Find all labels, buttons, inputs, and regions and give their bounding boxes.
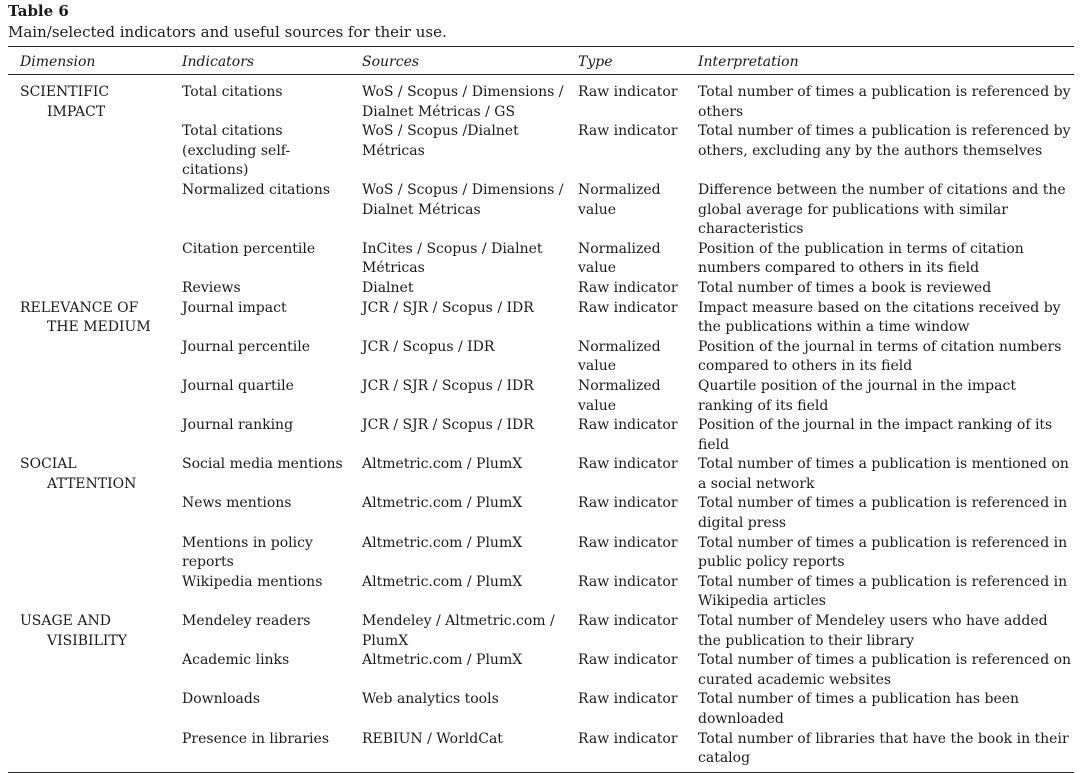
cell-indicator: Presence in libraries [182, 730, 329, 747]
cell-sources: WoS / Scopus / Dimensions / Dialnet Métricas [362, 181, 564, 218]
cell-indicator: Mendeley readers [182, 613, 311, 630]
cell-sources: Altmetric.com / PlumX [362, 652, 523, 669]
table-row [8, 573, 1074, 612]
cell-type: Raw indicator [578, 495, 678, 512]
cell-sources: JCR / Scopus / IDR [362, 338, 495, 355]
cell-indicator: Academic links [182, 652, 290, 669]
table-row [8, 240, 1074, 279]
cell-type: Raw indicator [578, 84, 678, 100]
cell-interpretation: Position of the journal in the impact ranking of its field [698, 417, 1053, 453]
cell-type: Raw indicator [578, 691, 678, 708]
cell-indicator: News mentions [182, 495, 292, 512]
cell-interpretation: Impact measure based on the citations received by the publications within a time window [698, 299, 1061, 336]
cell-indicator: Downloads [182, 691, 261, 708]
cell-type: Normalized value [578, 377, 661, 414]
cell-indicator: Journal percentile [182, 338, 310, 355]
cell-sources: JCR / SJR / Scopus / IDR [362, 299, 534, 316]
cell-dimension: RELEVANCE OF THE MEDIUM [20, 299, 151, 336]
cell-interpretation: Position of the journal in terms of citation numbers compared to others in its field [698, 338, 1062, 375]
cell-type: Raw indicator [578, 417, 678, 434]
cell-sources: WoS / Scopus /Dialnet Métricas [362, 123, 519, 159]
cell-type: Raw indicator [578, 730, 678, 747]
cell-indicator: Wikipedia mentions [182, 573, 323, 590]
cell-sources: Altmetric.com / PlumX [362, 534, 523, 551]
cell-interpretation: Total number of times a publication has been downloaded [698, 691, 1020, 727]
cell-dimension [8, 494, 170, 533]
cell-sources: JCR / SJR / Scopus / IDR [362, 417, 534, 434]
cell-dimension [8, 690, 170, 729]
table-row [8, 122, 1074, 181]
cell-dimension [8, 338, 170, 377]
table-row [8, 690, 1074, 729]
cell-type: Normalized value [578, 240, 661, 277]
cell-type: Raw indicator [578, 456, 678, 473]
cell-type: Raw indicator [578, 279, 678, 296]
cell-dimension: USAGE AND VISIBILITY [20, 613, 127, 649]
cell-type: Raw indicator [578, 534, 678, 551]
cell-interpretation: Position of the publication in terms of citation numbers compared to others in its field [698, 240, 1024, 277]
cell-sources: JCR / SJR / Scopus / IDR [362, 377, 534, 394]
header-sources: Sources [350, 47, 566, 75]
cell-interpretation: Total number of times a publication is referenced in Wikipedia articles [698, 573, 1068, 610]
cell-indicator: Total citations [182, 84, 283, 100]
table-row [8, 416, 1074, 455]
cell-sources: Altmetric.com / PlumX [362, 495, 523, 512]
cell-dimension [8, 730, 170, 769]
cell-type: Raw indicator [578, 613, 678, 630]
cell-dimension [8, 377, 170, 416]
cell-indicator: Journal ranking [182, 417, 294, 434]
table-row [8, 730, 1074, 769]
cell-sources: InCites / Scopus / Dialnet Métricas [362, 240, 543, 277]
cell-interpretation: Total number of times a publication is referenced on curated academic websites [698, 652, 1072, 688]
cell-interpretation: Total number of times a publication is referenced in public policy reports [698, 534, 1068, 571]
cell-dimension [8, 279, 170, 299]
cell-indicator: Citation percentile [182, 240, 316, 257]
table-container [8, 2, 1074, 773]
cell-interpretation: Total number of times a publication is referenced by others, excluding any by the authors themselves [698, 123, 1071, 159]
cell-dimension [8, 573, 170, 612]
header-interpretation: Interpretation [686, 47, 1074, 75]
table-number: Table 6 [8, 2, 69, 20]
cell-indicator: Normalized citations [182, 181, 331, 198]
cell-interpretation: Total number of libraries that have the book in their catalog [698, 730, 1069, 767]
cell-dimension [8, 534, 170, 573]
table-row [8, 455, 1074, 494]
cell-sources: Altmetric.com / PlumX [362, 456, 523, 473]
cell-sources: Mendeley / Altmetric.com / PlumX [362, 613, 555, 649]
table-caption: Main/selected indicators and useful sources for their use. [8, 23, 447, 41]
cell-interpretation: Total number of times a publication is mentioned on a social network [698, 456, 1069, 492]
cell-dimension [8, 416, 170, 455]
cell-interpretation: Quartile position of the journal in the impact ranking of its field [698, 377, 1016, 414]
indicators-table [8, 47, 1074, 769]
header-type: Type [566, 47, 686, 75]
cell-interpretation: Total number of times a book is reviewed [698, 279, 992, 296]
table-row [8, 534, 1074, 573]
table-row [8, 279, 1074, 299]
cell-type: Normalized value [578, 338, 661, 375]
header-indicators: Indicators [170, 47, 350, 75]
cell-type: Raw indicator [578, 573, 678, 590]
table-row [8, 494, 1074, 533]
table-row [8, 181, 1074, 240]
cell-interpretation: Total number of times a publication is referenced by others [698, 84, 1071, 120]
header-dimension: Dimension [8, 47, 170, 75]
cell-sources: WoS / Scopus / Dimensions / Dialnet Métricas / GS [362, 84, 564, 120]
table-row [8, 612, 1074, 651]
table-body [8, 75, 1074, 769]
cell-sources: Web analytics tools [362, 691, 499, 708]
cell-indicator: Mentions in policy reports [182, 534, 313, 571]
cell-indicator: Total citations (excluding self-citations) [182, 123, 291, 179]
cell-type: Raw indicator [578, 652, 678, 669]
cell-indicator: Reviews [182, 279, 241, 296]
table-row [8, 651, 1074, 690]
cell-indicator: Journal quartile [182, 377, 294, 394]
cell-sources: Altmetric.com / PlumX [362, 573, 523, 590]
cell-dimension [8, 240, 170, 279]
table-row [8, 377, 1074, 416]
cell-interpretation: Total number of Mendeley users who have added the publication to their library [698, 613, 1048, 649]
cell-type: Raw indicator [578, 299, 678, 316]
cell-type: Raw indicator [578, 123, 678, 140]
header-row [8, 47, 1074, 75]
cell-type: Normalized value [578, 181, 661, 218]
cell-dimension: SOCIAL ATTENTION [20, 456, 137, 492]
cell-dimension [8, 181, 170, 240]
cell-indicator: Social media mentions [182, 456, 343, 473]
cell-dimension [8, 651, 170, 690]
cell-dimension [8, 122, 170, 181]
cell-dimension: SCIENTIFIC IMPACT [20, 84, 110, 120]
table-row [8, 338, 1074, 377]
cell-indicator: Journal impact [182, 299, 287, 316]
table-row [8, 299, 1074, 338]
cell-interpretation: Total number of times a publication is referenced in digital press [698, 495, 1068, 532]
table-row [8, 75, 1074, 123]
cell-sources: Dialnet [362, 279, 414, 296]
cell-sources: REBIUN / WorldCat [362, 730, 503, 747]
cell-interpretation: Difference between the number of citations and the global average for publications with similar characteristics [698, 181, 1066, 238]
